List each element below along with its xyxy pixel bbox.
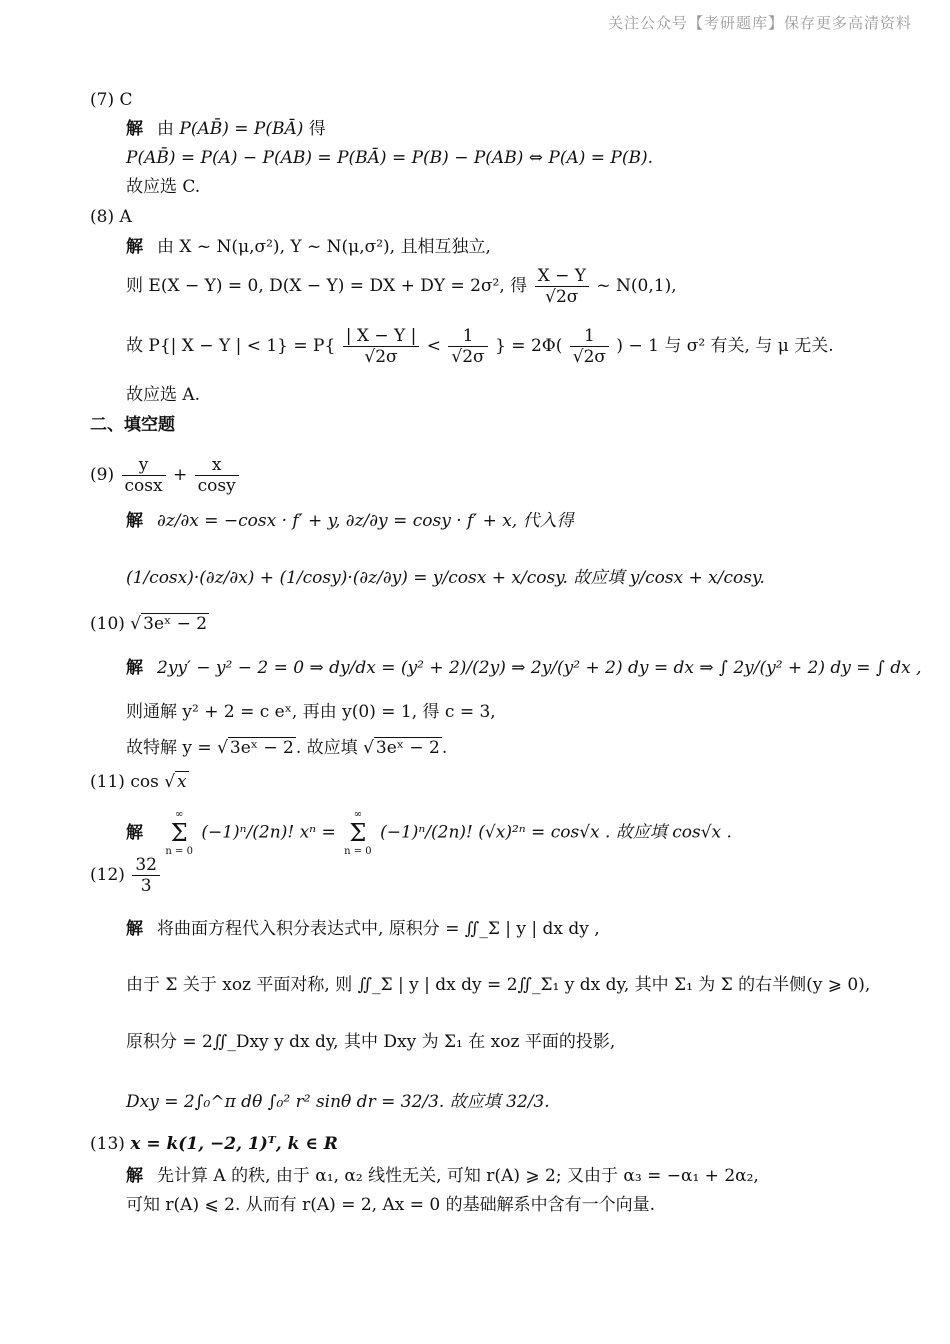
q10-solution-line3: 故特解 y = √ 3eˣ − 2 . 故应填 √ 3eˣ − 2 . <box>126 738 448 758</box>
fraction-numerator: y <box>122 455 166 476</box>
fraction-numerator: x <box>195 455 239 476</box>
fraction-denominator: √2σ <box>545 287 579 307</box>
q8-frac-1 <box>343 326 420 367</box>
q10-separation: 2yy′ − y² − 2 = 0 ⇒ dy/dx = (y² + 2)/(2y) ⇒ 2y/(y² + 2) dy = dx ⇒ ∫ 2y/(y² + 2) dy = ∫ dx , <box>157 658 922 678</box>
q7-conclusion: 故应选 C. <box>126 177 201 197</box>
q10-particular: 故特解 y = <box>126 738 218 758</box>
q7-solution-line1 <box>126 117 326 141</box>
q8-frac-3 <box>570 326 609 367</box>
q10-sqrt-1: 3eˣ − 2 <box>229 738 294 758</box>
q11-header: (11) cos √ x <box>90 772 187 792</box>
q8-prob-left: 故 P{| X − Y | < 1} = P{ <box>126 336 336 356</box>
q7-solution-line2 <box>126 146 653 170</box>
q8-solution-line2 <box>126 266 677 307</box>
sum-upper: ∞ <box>175 809 184 820</box>
q8-header <box>90 205 132 229</box>
solution-label: 解 <box>126 237 143 257</box>
fraction-numerator: 1 <box>570 326 609 347</box>
q12-polar: Dxy = 2∫₀^π dθ ∫₀² r² sinθ dr = 32/3. 故应填 32/3. <box>126 1092 550 1112</box>
q9-substitution: (1/cosx)·(∂z/∂x) + (1/cosy)·(∂z/∂y) = y/cosx + x/cosy. 故应填 y/cosx + x/cosy. <box>126 568 765 588</box>
q9-header <box>90 455 241 496</box>
q8-expectation: 则 E(X − Y) = 0, D(X − Y) = DX + DY = 2σ², 得 <box>126 276 528 296</box>
q13-basis: 可知 r(A) ⩽ 2. 从而有 r(A) = 2, Ax = 0 的基础解系中含有一个向量. <box>126 1195 656 1215</box>
q13-answer: x = k(1, −2, 1)ᵀ, k ∈ R <box>130 1134 338 1154</box>
fraction-denominator: √2σ <box>451 347 485 367</box>
q8-result: ) − 1 与 σ² 有关, 与 μ 无关. <box>616 336 834 356</box>
fraction-numerator: | X − Y | <box>343 326 420 347</box>
q12-symmetry: 由于 Σ 关于 xoz 平面对称, 则 ∬_Σ | y | dx dy = 2∬_Σ₁ y dx dy, 其中 Σ₁ 为 Σ 的右半侧(y ⩾ 0), <box>126 975 871 995</box>
q11-answer-sqrt: x <box>177 772 187 792</box>
q8-less-than: < <box>426 336 441 356</box>
q8-distribution: ~ N(0,1), <box>596 276 677 296</box>
q9-solution-line2 <box>126 566 765 590</box>
plus: + <box>172 465 188 485</box>
fraction-denominator: √2σ <box>364 347 398 367</box>
q8-solution-line3 <box>126 326 834 367</box>
q11-cos: cos <box>130 772 165 792</box>
q13-header <box>90 1132 338 1156</box>
q7-answer: C <box>119 90 133 110</box>
q12-number: (12) <box>90 865 125 885</box>
fraction-denominator: cosx <box>124 476 163 496</box>
solution-label: 解 <box>126 511 143 531</box>
q9-ans-frac-1 <box>122 455 166 496</box>
section-title: 二、填空题 <box>90 415 175 435</box>
solution-label: 解 <box>126 119 143 139</box>
q12-solution-line1 <box>126 917 600 941</box>
q7-text: 由 <box>157 119 180 139</box>
q10-solution-line1 <box>126 656 922 680</box>
watermark: 关注公众号【考研题库】保存更多高清资料 <box>607 14 912 32</box>
solution-label: 解 <box>126 1166 143 1186</box>
q10-number: (10) <box>90 614 125 634</box>
solution-label: 解 <box>126 919 143 939</box>
q11-number: (11) <box>90 772 125 792</box>
q7-derivation: P(AB̄) = P(A) − P(AB) = P(BĀ) = P(B) − P(AB) ⇔ P(A) = P(B). <box>126 148 654 168</box>
q12-answer <box>132 855 160 896</box>
q8-answer: A <box>119 207 132 227</box>
q11-result: (−1)ⁿ/(2n)! (√x)²ⁿ = cos√x . 故应填 cos√x . <box>380 822 732 843</box>
solution-label: 解 <box>126 658 143 678</box>
q8-number: (8) <box>90 207 115 227</box>
q12-solution-line4 <box>126 1090 550 1114</box>
q9-partial-x: ∂z/∂x = −cosx · f′ + y, <box>157 511 341 531</box>
q12-projection: 原积分 = 2∬_Dxy y dx dy, 其中 Dxy 为 Σ₁ 在 xoz 平面的投影, <box>126 1032 616 1052</box>
sum-symbol <box>165 808 193 858</box>
fraction-denominator: 3 <box>140 876 152 896</box>
sigma-glyph: Σ <box>170 819 188 847</box>
q7-number: (7) <box>90 90 115 110</box>
q7-header <box>90 88 133 112</box>
q8-given: 由 X ~ N(μ,σ²), Y ~ N(μ,σ²), 且相互独立, <box>157 237 491 257</box>
q12-solution-line3 <box>126 1030 615 1054</box>
q11-series: (−1)ⁿ/(2n)! xⁿ = <box>201 822 336 843</box>
q12-substitute: 将曲面方程代入积分表达式中, 原积分 = ∬_Σ | y | dx dy , <box>157 919 600 939</box>
q7-tail: 得 <box>303 119 326 139</box>
q10-sqrt-2: 3eˣ − 2 <box>375 738 440 758</box>
q8-standardized-fraction <box>535 266 589 307</box>
q8-conclusion: 故应选 A. <box>126 385 201 405</box>
q7-equality: P(AB̄) = P(BĀ) <box>179 119 304 139</box>
q13-solution-line1 <box>126 1164 759 1188</box>
fraction-numerator: X − Y <box>535 266 589 287</box>
q12-solution-line2 <box>126 973 870 997</box>
q10-general-solution: 则通解 y² + 2 = c eˣ, 再由 y(0) = 1, 得 c = 3, <box>126 702 496 722</box>
q10-header: (10) √ 3eˣ − 2 <box>90 614 208 634</box>
sum-lower: n = 0 <box>165 846 193 857</box>
sigma-glyph: Σ <box>349 819 367 847</box>
q10-period: . <box>441 738 448 758</box>
q13-rank: 先计算 A 的秩, 由于 α₁, α₂ 线性无关, 可知 r(A) ⩾ 2; 又由于 α₃ = −α₁ + 2α₂, <box>157 1166 759 1186</box>
q10-solution-line2 <box>126 700 496 724</box>
q8-frac-2 <box>448 326 487 367</box>
sum-lower: n = 0 <box>344 846 372 857</box>
fraction-numerator: 1 <box>448 326 487 347</box>
q12-header <box>90 855 162 896</box>
sum-symbol <box>344 808 372 858</box>
solution-label: 解 <box>126 822 143 843</box>
q11-solution-line1 <box>126 808 732 858</box>
fraction-numerator: 32 <box>132 855 160 876</box>
q10-answer: 3eˣ − 2 <box>143 614 208 634</box>
q9-ans-frac-2 <box>195 455 239 496</box>
fraction-denominator: √2σ <box>572 347 607 367</box>
q9-solution-line1 <box>126 509 574 533</box>
q8-phi: } = 2Φ( <box>495 336 563 356</box>
fraction-denominator: cosy <box>197 476 236 496</box>
sum-upper: ∞ <box>353 809 363 820</box>
q9-partial-y: ∂z/∂y = cosy · f′ + x, 代入得 <box>345 511 574 531</box>
q10-fill: . 故应填 <box>295 738 364 758</box>
q13-number: (13) <box>90 1134 125 1154</box>
q13-solution-line2 <box>126 1193 655 1217</box>
q8-solution-line1 <box>126 235 491 259</box>
q9-number: (9) <box>90 465 115 485</box>
